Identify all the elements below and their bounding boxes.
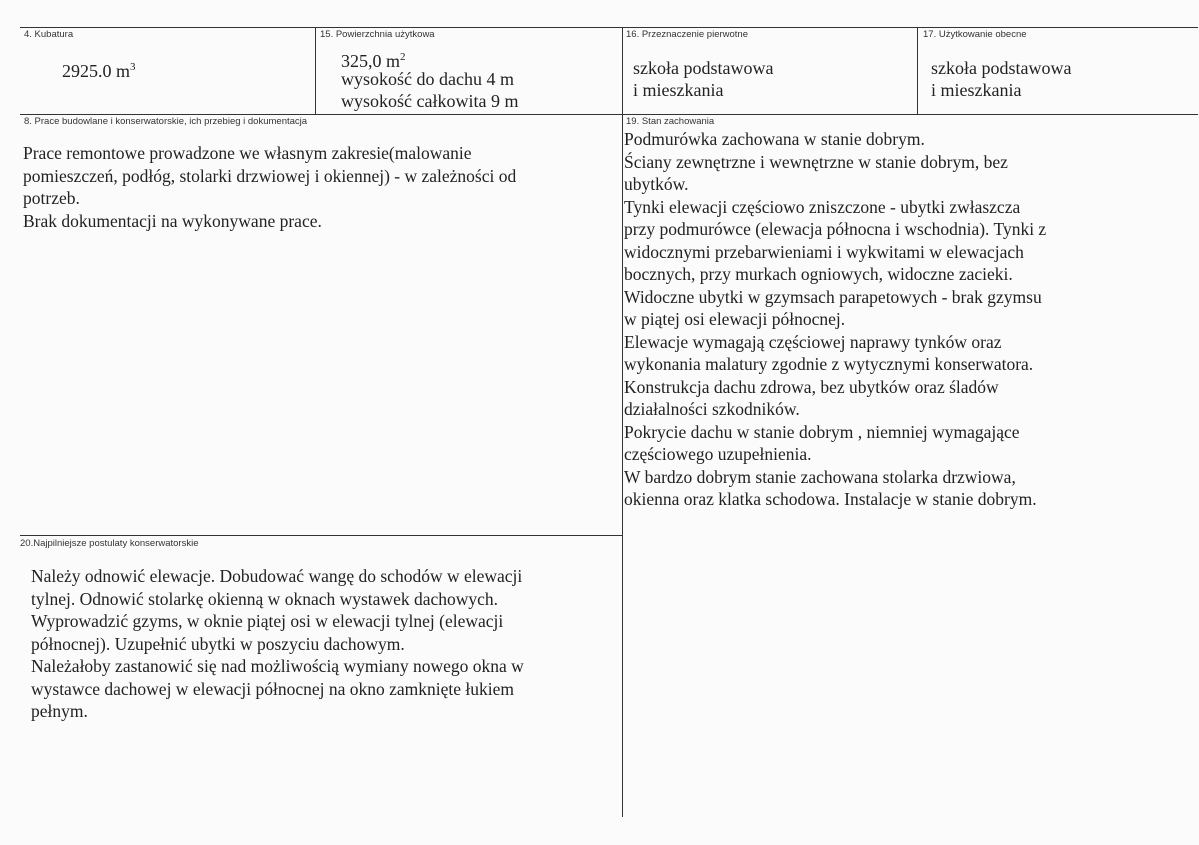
stan-line: W bardzo dobrym stanie zachowana stolarka drzwiowa, — [624, 466, 1016, 487]
prace-label: 8. Prace budowlane i konserwatorskie, ich przebieg i dokumentacja — [24, 116, 308, 127]
prace-text — [23, 142, 516, 232]
powierzchnia-area-number: 325,0 m — [341, 51, 401, 71]
stan-line: Podmurówka zachowana w stanie dobrym. — [624, 129, 925, 149]
postulaty-line: wystawce dachowej w elewacji północnej na okno zamknięte łukiem — [31, 678, 515, 699]
uzytkowanie-line-1: szkoła podstawowa — [931, 58, 1072, 78]
center-vertical-line — [622, 27, 623, 817]
prace-line: Brak dokumentacji na wykonywane prace. — [23, 210, 322, 231]
stan-line: przy podmurówce (elewacja północna i wschodnia). Tynki z — [624, 219, 1047, 239]
height-to-roof: wysokość do dachu 4 m — [341, 69, 514, 89]
postulaty-line: Należałoby zastanowić się nad możliwością wymiany nowego okna w — [31, 656, 524, 676]
kubatura-divider-line — [315, 27, 316, 114]
kubatura-value — [62, 56, 136, 82]
usage-divider-line — [917, 27, 918, 114]
stan-line: Konstrukcja dachu zdrowa, bez ubytków oraz śladów — [624, 376, 999, 397]
prace-line: Prace remontowe prowadzone we własnym zakresie(malowanie — [23, 143, 472, 163]
postulaty-line: północnej). Uzupełnić ubytki w poszyciu dachowym. — [31, 633, 405, 654]
przeznaczenie-line-2: i mieszkania — [633, 80, 724, 100]
stan-line: widocznymi przebarwieniami i wykwitami w elewacjach — [624, 241, 1024, 262]
stan-line: Pokrycie dachu w stanie dobrym , niemniej wymagające — [624, 421, 1020, 442]
kubatura-exponent: 3 — [130, 61, 136, 73]
kubatura-number: 2925.0 m — [62, 61, 131, 81]
stan-line: w piątej osi elewacji północnej. — [624, 309, 846, 329]
stan-line: bocznych, przy murkach ogniowych, widoczne zacieki. — [624, 264, 1013, 284]
uzytkowanie-line-2: i mieszkania — [931, 80, 1022, 100]
stan-line: ubytków. — [624, 174, 689, 194]
powierzchnia-label: 15. Powierzchnia użytkowa — [320, 29, 435, 40]
postulaty-text — [31, 565, 524, 723]
top-row-bottom-line — [20, 114, 1198, 115]
height-total: wysokość całkowita 9 m — [341, 91, 519, 111]
stan-line: Tynki elewacji częściowo zniszczone - ubytki zwłaszcza — [624, 196, 1021, 217]
stan-line: działalności szkodników. — [624, 399, 800, 419]
stan-line: Ściany zewnętrzne i wewnętrzne w stanie dobrym, bez — [624, 151, 1008, 172]
uzytkowanie-label: 17. Użytkowanie obecne — [923, 29, 1027, 40]
stan-label: 19. Stan zachowania — [626, 116, 715, 127]
top-border-line — [20, 27, 1198, 28]
powierzchnia-area-exponent: 2 — [400, 51, 406, 63]
prace-line: pomieszczeń, podłóg, stolarki drzwiowej i okiennej) - w zależności od — [23, 165, 517, 186]
postulaty-label: 20.Najpilniejsze postulaty konserwatorskie — [20, 538, 199, 549]
prace-line: potrzeb. — [23, 188, 80, 208]
przeznaczenie-label: 16. Przeznaczenie pierwotne — [626, 29, 748, 40]
stan-line: częściowego uzupełnienia. — [624, 444, 812, 464]
przeznaczenie-line-1: szkoła podstawowa — [633, 58, 774, 78]
postulaty-line: tylnej. Odnowić stolarkę okienną w oknach wystawek dachowych. — [31, 588, 499, 609]
left-middle-divider-line — [20, 535, 623, 536]
stan-line: Elewacje wymagają częściowej naprawy tynków oraz — [624, 331, 1002, 352]
stan-line: Widoczne ubytki w gzymsach parapetowych - brak gzymsu — [624, 286, 1042, 307]
stan-text — [624, 128, 1046, 511]
postulaty-line: Należy odnowić elewacje. Dobudować wangę do schodów w elewacji — [31, 566, 523, 586]
stan-line: okienna oraz klatka schodowa. Instalacje w stanie dobrym. — [624, 489, 1037, 509]
kubatura-label: 4. Kubatura — [24, 29, 74, 40]
postulaty-line: Wyprowadzić gzyms, w oknie piątej osi w elewacji tylnej (elewacji — [31, 611, 504, 631]
stan-line: wykonania malatury zgodnie z wytycznymi konserwatora. — [624, 354, 1034, 374]
postulaty-line: pełnym. — [31, 701, 88, 721]
